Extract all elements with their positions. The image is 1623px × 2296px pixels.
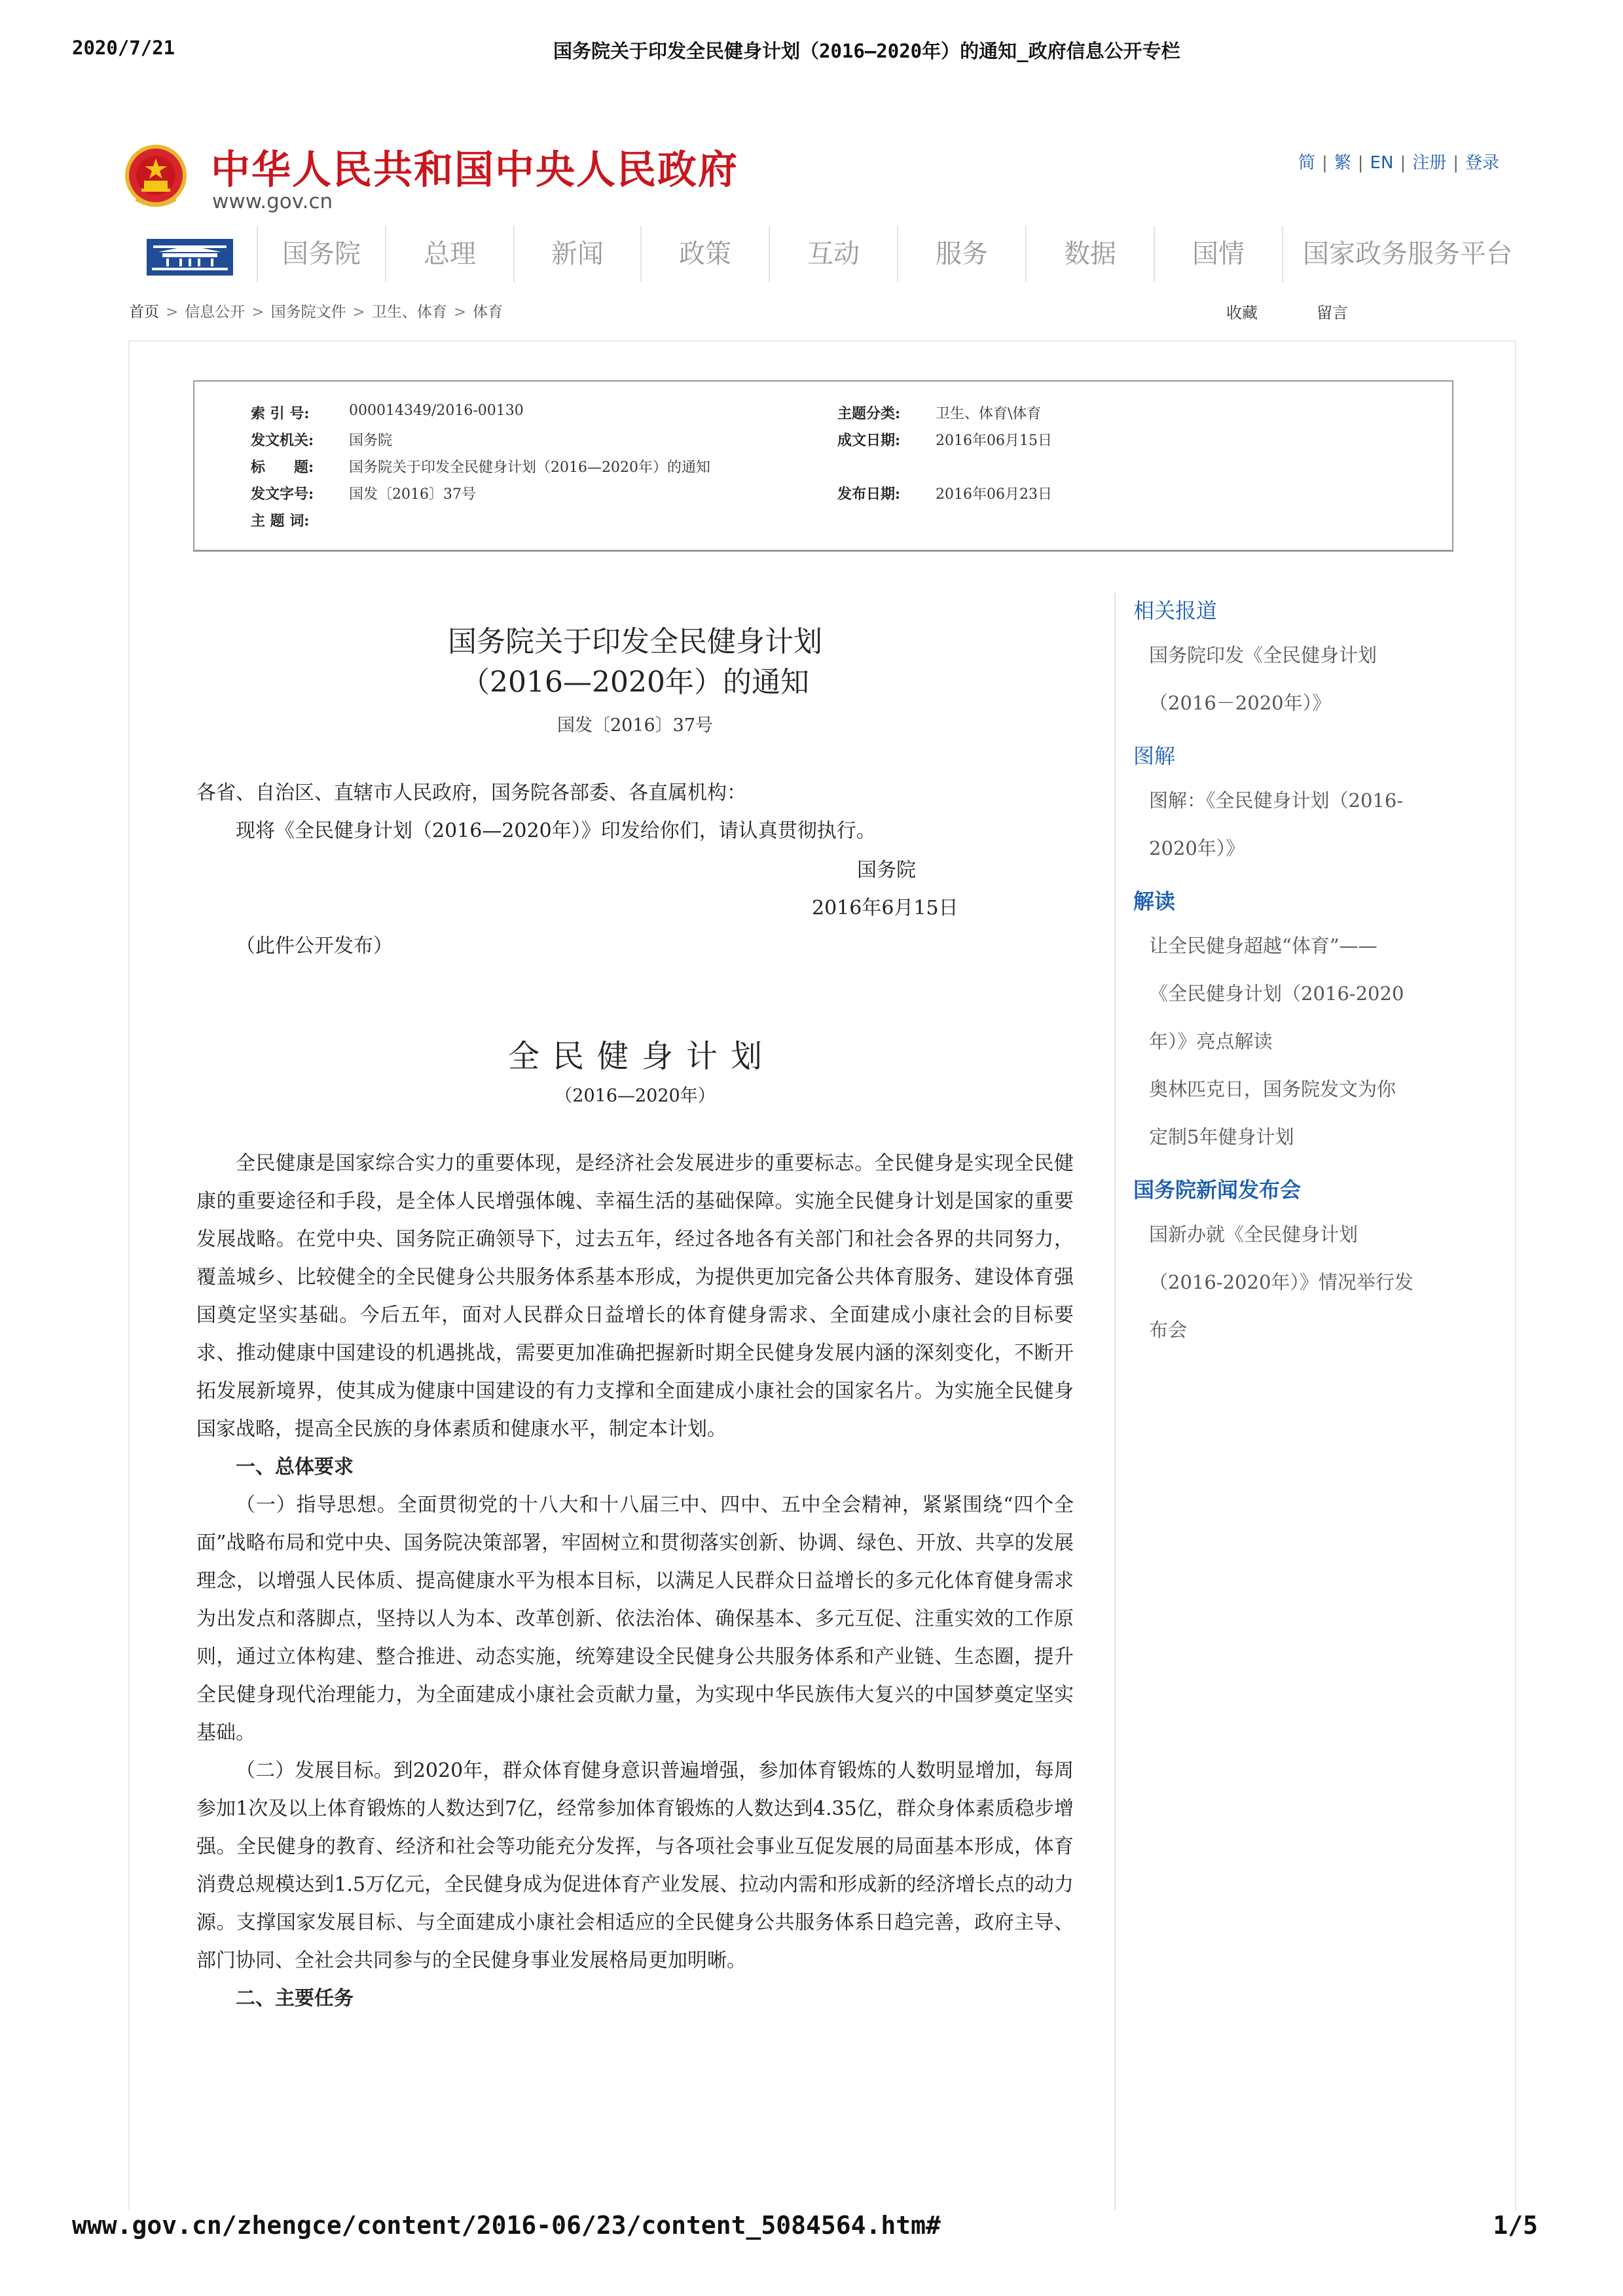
- meta-index-label: 索 引 号:: [251, 405, 310, 422]
- sidebar-heading-related[interactable]: 相关报道: [1133, 598, 1218, 623]
- print-page-number: 1/5: [1493, 2211, 1538, 2240]
- site-url: www.gov.cn: [212, 190, 333, 213]
- sidebar-link[interactable]: 奥林匹克日，国务院发文为你: [1149, 1078, 1396, 1100]
- notice-title-line2: （2016—2020年）的通知: [461, 666, 809, 699]
- message-button[interactable]: 留言: [1317, 304, 1348, 322]
- meta-index-value: 000014349/2016-00130: [349, 403, 524, 419]
- sidebar-link[interactable]: 《全民健身计划（2016-2020: [1149, 982, 1404, 1005]
- link-traditional[interactable]: 繁: [1334, 153, 1351, 173]
- bookmark-button[interactable]: 收藏: [1226, 304, 1258, 322]
- link-login[interactable]: 登录: [1465, 153, 1499, 173]
- breadcrumb-info-public[interactable]: 信息公开: [185, 304, 246, 321]
- sidebar-link[interactable]: （2016-2020年）》情况举行发: [1149, 1271, 1413, 1293]
- breadcrumb-sports[interactable]: 体育: [473, 304, 503, 321]
- sidebar-link[interactable]: 让全民健身超越“体育”——: [1149, 935, 1377, 957]
- meta-topic-label: 主题分类:: [837, 405, 901, 422]
- development-goals-paragraph: （二）发展目标。到2020年，群众体育健身意识普遍增强，参加体育锻炼的人数明显增加，每周参加1次及以上体育锻炼的人数达到7亿，经常参加体育锻炼的人数达到4.35亿，群众身体素质稳步增强。全民健身的教育、经济和社会等功能充分发挥，与各项社会事业互促发展的局面基本形成，体育消费总规模达到1.5万亿元，全民健身成为促进体育产业发展、拉动内需和形成新的经济增长点的动力源。支撑国家发展目标、与全面建成小康社会相适应的全民健身公共服务体系日趋完善，政府主导、部门协同、全社会共同参与的全民健身事业发展格局更加明晰。: [196, 1759, 1074, 1972]
- nav-item-state-council[interactable]: 国务院: [257, 226, 385, 282]
- link-register[interactable]: 注册: [1412, 153, 1447, 173]
- guiding-ideology-paragraph: （一）指导思想。全面贯彻党的十八大和十八届三中、四中、五中全会精神，紧紧围绕“四个全面”战略布局和党中央、国务院决策部署，牢固树立和贯彻落实创新、协调、绿色、开放、共享的发展理念，以增强人民体质、提高健康水平为根本目标，以满足人民群众日益增长的多元化体育健身需求为出发点和落脚点，坚持以人为本、改革创新、依法治体、确保基本、多元互促、注重实效的工作原则，通过立体构建、整合推进、动态实施，统筹建设全民健身公共服务体系和产业链、生态圈，提升全民健身现代治理能力，为全面建成小康社会贡献力量，为实现中华民族伟大复兴的中国梦奠定坚实基础。: [196, 1494, 1074, 1744]
- print-date: 2020/7/21: [72, 37, 175, 59]
- site-header: [124, 136, 1499, 215]
- main-nav: [137, 226, 1545, 282]
- signer: 国务院: [857, 859, 916, 882]
- meta-keywords-label: 主 题 词:: [251, 512, 310, 529]
- meta-topic-value: 卫生、体育\体育: [936, 406, 1042, 422]
- breadcrumb-state-council-docs[interactable]: 国务院文件: [270, 304, 346, 321]
- print-page-title: 国务院关于印发全民健身计划（2016—2020年）的通知_政府信息公开专栏: [553, 40, 1180, 62]
- intro-paragraph: 全民健康是国家综合实力的重要体现，是经济社会发展进步的重要标志。全民健身是实现全民健康的重要途径和手段，是全体人民增强体魄、幸福生活的基础保障。实施全民健身计划是国家的重要发展战略。在党中央、国务院正确领导下，过去五年，经过各地各有关部门和社会各界的共同努力，覆盖城乡、比较健全的全民健身公共服务体系基本形成，为提供更加完备公共体育服务、建设体育强国奠定坚实基础。今后五年，面对人民群众日益增长的体育健身需求、全面建成小康社会的目标要求、推动健康中国建设的机遇挑战，需要更加准确把握新时期全民健身发展内涵的深刻变化，不断开拓发展新境界，使其成为健康中国建设的有力支撑和全面建成小康社会的国家名片。为实施全民健身国家战略，提高全民族的身体素质和健康水平，制定本计划。: [196, 1152, 1074, 1441]
- site-name[interactable]: 中华人民共和国中央人民政府: [211, 147, 739, 193]
- nav-item-national-info[interactable]: 国情: [1154, 226, 1282, 282]
- breadcrumb-health-sports[interactable]: 卫生、体育: [371, 304, 447, 321]
- nav-item-services[interactable]: 服务: [897, 226, 1025, 282]
- sidebar-heading-press-conference[interactable]: 国务院新闻发布会: [1133, 1177, 1302, 1202]
- nav-item-interaction[interactable]: 互动: [769, 226, 897, 282]
- link-english[interactable]: EN: [1370, 153, 1394, 173]
- print-url: www.gov.cn/zhengce/content/2016-06/23/content_5084564.htm#: [72, 2211, 941, 2240]
- notice-title-line1: 国务院关于印发全民健身计划: [448, 625, 822, 658]
- meta-title-value: 国务院关于印发全民健身计划（2016—2020年）的通知: [349, 459, 710, 476]
- sidebar-link[interactable]: 布会: [1149, 1319, 1188, 1341]
- breadcrumb-home[interactable]: 首页: [129, 304, 159, 321]
- sidebar-link[interactable]: 年）》亮点解读: [1149, 1030, 1273, 1052]
- print-footer: [72, 2211, 1551, 2241]
- notice-body: 现将《全民健身计划（2016—2020年）》印发给你们，请认真贯彻执行。: [236, 819, 876, 842]
- language-links: 简 | 繁 | EN | 注册 | 登录: [1298, 153, 1499, 173]
- page-actions: [1226, 300, 1407, 323]
- meta-issuer-value: 国务院: [349, 433, 393, 449]
- link-simplified[interactable]: 简: [1298, 153, 1315, 173]
- plan-title: 全民健身计划: [507, 1038, 775, 1075]
- nav-item-gov-service-platform[interactable]: 国家政务服务平台: [1282, 226, 1544, 282]
- article: [196, 622, 1074, 2018]
- meta-docno-label: 发文字号:: [251, 486, 314, 503]
- section-heading-2: 二、主要任务: [236, 1987, 354, 2010]
- public-note: （此件公开发布）: [236, 935, 393, 958]
- national-emblem-icon[interactable]: [124, 143, 187, 212]
- document-metadata: [193, 380, 1453, 552]
- tiananmen-logo-icon[interactable]: [147, 239, 233, 276]
- nav-item-policy[interactable]: 政策: [640, 226, 769, 282]
- sidebar-heading-graphic[interactable]: 图解: [1133, 744, 1176, 768]
- sidebar-heading-interpretation[interactable]: 解读: [1133, 889, 1176, 914]
- meta-publish-label: 发布日期:: [837, 486, 901, 503]
- meta-written-value: 2016年06月15日: [936, 433, 1052, 449]
- sidebar-divider: [1114, 593, 1116, 2210]
- nav-item-data[interactable]: 数据: [1025, 226, 1154, 282]
- meta-written-label: 成文日期:: [837, 432, 901, 449]
- sidebar-link[interactable]: 定制5年健身计划: [1149, 1126, 1294, 1148]
- sidebar-link[interactable]: 2020年）》: [1149, 837, 1245, 859]
- nav-item-news[interactable]: 新闻: [513, 226, 640, 282]
- plan-subtitle: （2016—2020年）: [555, 1086, 716, 1106]
- nav-item-premier[interactable]: 总理: [385, 226, 513, 282]
- print-header: [72, 37, 1551, 63]
- notice-doc-number: 国发〔2016〕37号: [556, 715, 714, 736]
- meta-title-label: 标 题:: [251, 459, 314, 476]
- breadcrumb: 首页 > 信息公开 > 国务院文件 > 卫生、体育 > 体育: [129, 304, 503, 321]
- salutation: 各省、自治区、直辖市人民政府，国务院各部委、各直属机构：: [196, 781, 746, 804]
- section-heading-1: 一、总体要求: [236, 1456, 354, 1479]
- sidebar-link[interactable]: （2016－2020年）》: [1149, 692, 1332, 714]
- sidebar-link[interactable]: 图解：《全民健身计划（2016-: [1149, 789, 1404, 812]
- meta-docno-value: 国发〔2016〕37号: [349, 486, 476, 503]
- meta-issuer-label: 发文机关:: [251, 432, 314, 449]
- meta-publish-value: 2016年06月23日: [936, 486, 1052, 503]
- sidebar-link[interactable]: 国务院印发《全民健身计划: [1149, 644, 1377, 666]
- related-sidebar: [1133, 592, 1474, 1354]
- sign-date: 2016年6月15日: [812, 897, 958, 920]
- sidebar-link[interactable]: 国新办就《全民健身计划: [1149, 1223, 1359, 1246]
